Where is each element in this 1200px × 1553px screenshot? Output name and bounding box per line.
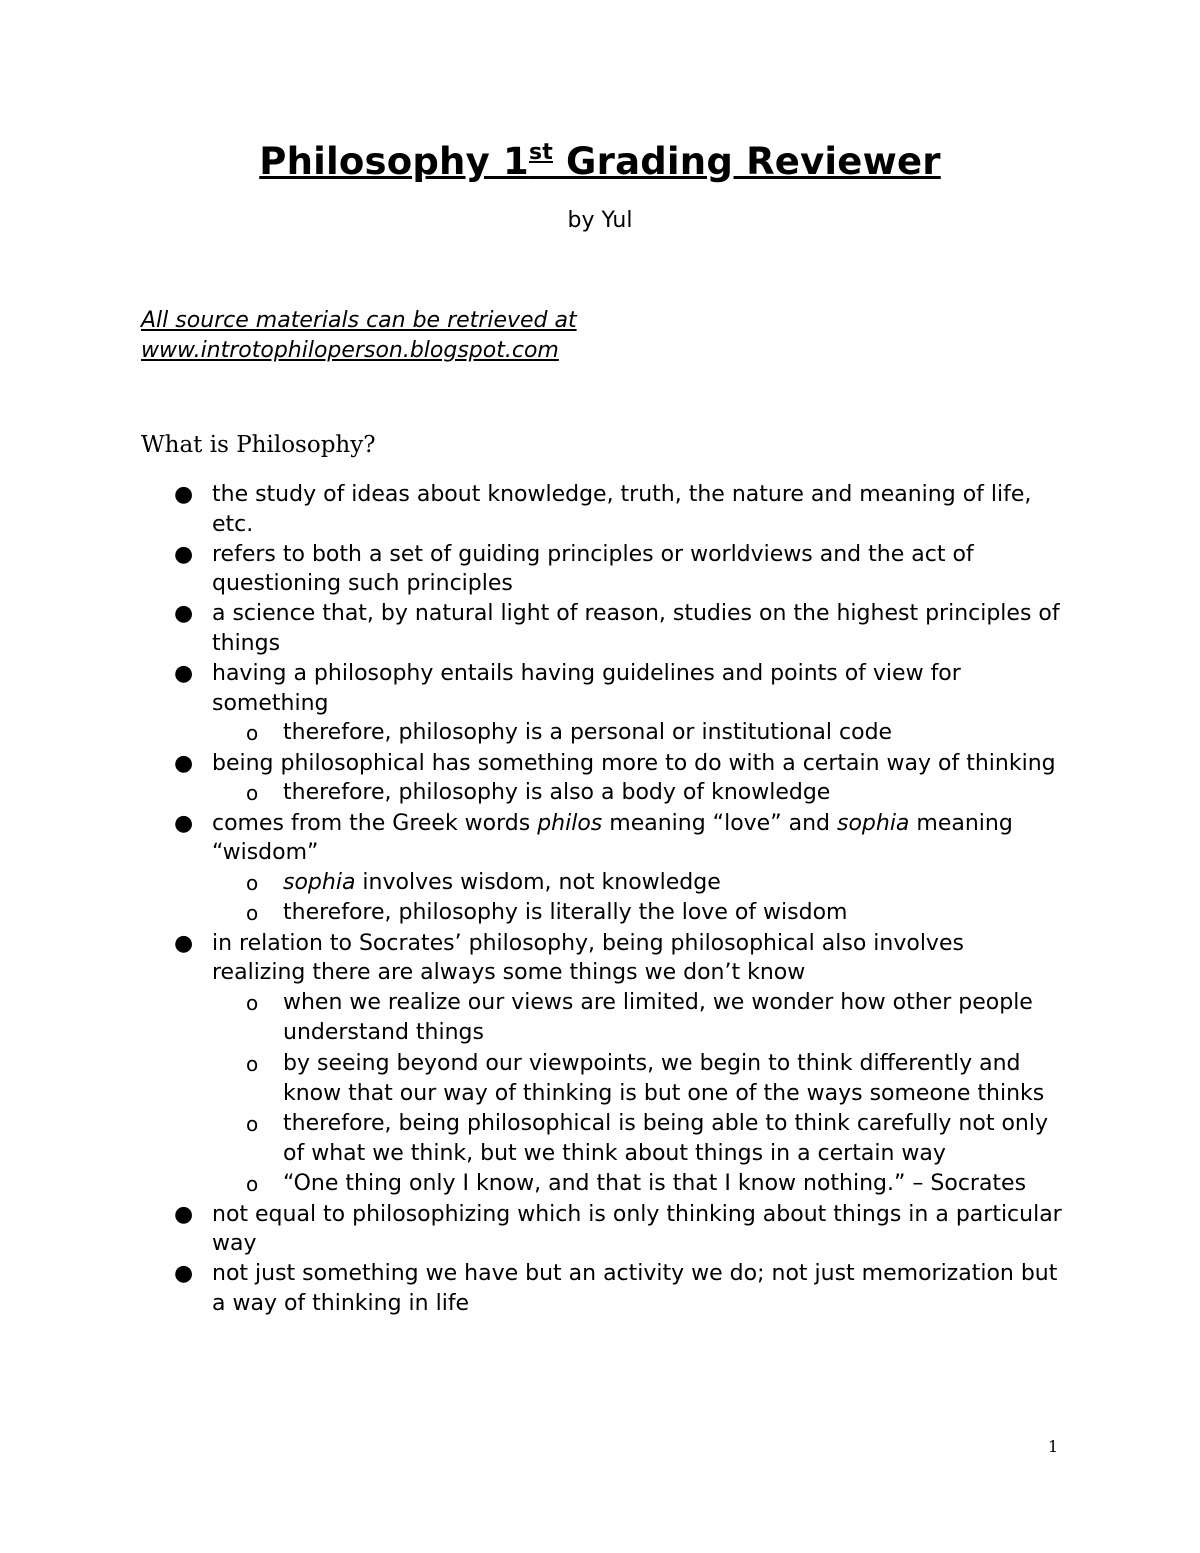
circle-bullet-icon: o [246,1051,259,1076]
circle-bullet-icon: o [246,1111,259,1136]
bullet-icon: ● [174,930,194,956]
source-note-text: All source materials can be retrieved at [141,308,577,333]
source-url: www.introtophiloperson.blogspot.com [141,338,559,363]
list-item: ● a science that, by natural light of reason, studies on the highest principles of things [174,601,1060,656]
list-item: ● not equal to philosophizing which is only thinking about things in a particular way [174,1201,1062,1257]
circle-bullet-icon: o [246,721,259,746]
author-line: by Yul [567,208,633,233]
sub-list-item: o sophia involves wisdom, not knowledge [212,868,1053,898]
list-item: ● in relation to Socrates’ philosophy, being philosophical also involves realizing there are always some things we don’t know o when we realize our views are limited, we wonder how other people understand things o by seeing beyond our viewpoints, we begin to think differently and know that our way of thinking is but one of the ways someone thinks o therefore, being philosophical is being able to think carefully not only of what we think, but we think about things in a certain way o “One thing only I know, and that is that I know nothing.” – Socrates [0,929,1062,1200]
list-item: ● comes from the Greek words philos meaning “love” and sophia meaning “wisdom” o sophia involves wisdom, not knowledge o therefore, philosophy is literally the love of wisdom [0,809,1062,929]
bullet-icon: ● [174,541,194,567]
sub-list-item: o therefore, being philosophical is being able to think carefully not only of what we think, but we think about things in a certain way [246,1110,1048,1167]
circle-bullet-icon: o [246,901,259,926]
circle-bullet-icon: o [246,781,259,806]
circle-bullet-icon: o [246,1172,259,1197]
sub-bullet-list [212,988,1062,1199]
list-item: ● being philosophical has something more to do with a certain way of thinking o therefore, philosophy is also a body of knowledge [0,749,1062,809]
list-item: ● the study of ideas about knowledge, truth, the nature and meaning of life, etc. [174,482,1032,537]
section-heading: What is Philosophy? [141,432,376,458]
bullet-icon: ● [174,1201,194,1227]
main-bullet-list [0,480,1200,1319]
list-item: ● not just something we have but an activity we do; not just memorization but a way of thinking in life [174,1261,1058,1316]
circle-bullet-icon: o [246,871,259,896]
sub-bullet-list [212,718,1062,748]
bullet-icon: ● [174,810,194,836]
circle-bullet-icon: o [246,991,259,1016]
sub-list-item: o therefore, philosophy is also a body of knowledge [212,778,1053,808]
bullet-icon: ● [174,601,194,627]
sub-list-item: o therefore, philosophy is a personal or institutional code [212,718,1053,748]
sub-bullet-list [212,778,1062,808]
bullet-icon: ● [174,660,194,686]
sub-list-item: o “One thing only I know, and that is that I know nothing.” – Socrates [212,1169,1053,1199]
sub-list-item: o by seeing beyond our viewpoints, we begin to think differently and know that our way of thinking is but one of the ways someone thinks [246,1050,1045,1106]
list-item: ● refers to both a set of guiding principles or worldviews and the act of questioning such principles [174,541,974,597]
bullet-icon: ● [174,482,194,507]
bullet-icon: ● [174,1261,194,1287]
list-item: ● having a philosophy entails having guidelines and points of view for something o therefore, philosophy is a personal or institutional code [0,659,1062,749]
page-number: 1 [1048,1437,1059,1456]
document-title: Philosophy 1st Grading Reviewer [259,140,941,183]
bullet-icon: ● [174,750,194,776]
sub-list-item: o when we realize our views are limited, we wonder how other people understand things [246,990,1033,1046]
source-note [141,306,577,366]
sub-list-item: o therefore, philosophy is literally the love of wisdom [212,898,1053,928]
sub-bullet-list [212,868,1062,928]
